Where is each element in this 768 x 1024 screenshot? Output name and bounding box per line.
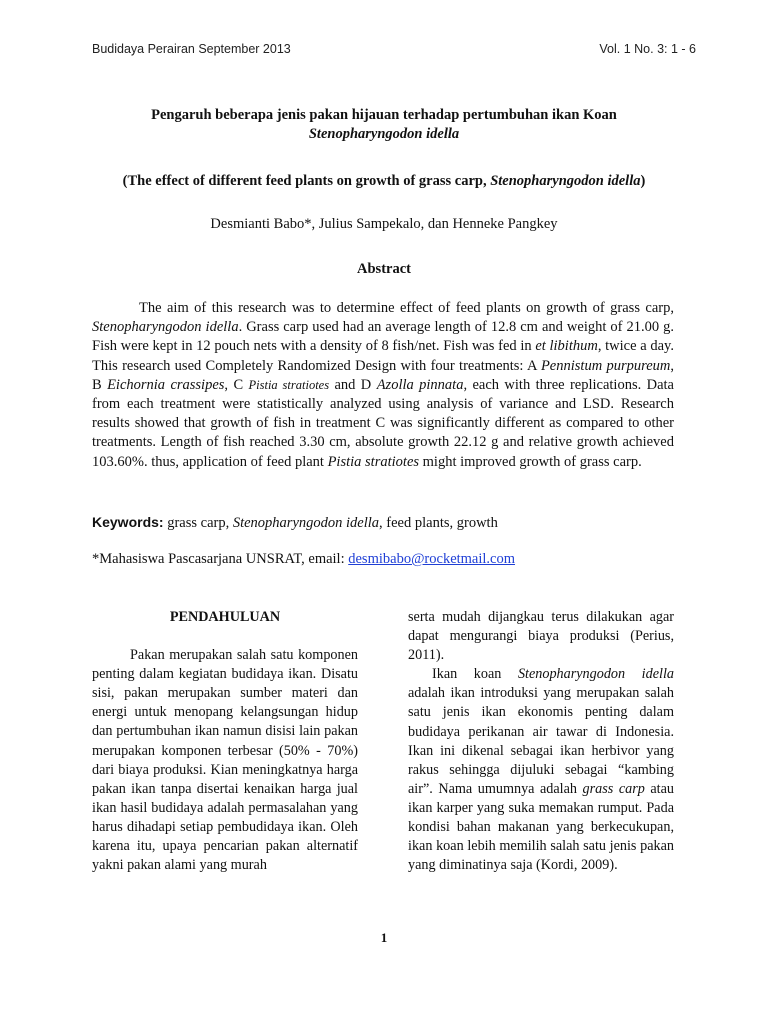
keywords-species: Stenopharyngodon idella <box>232 515 380 531</box>
running-header-journal: Budidaya Perairan September 2013 <box>92 42 291 56</box>
right-column <box>408 608 674 875</box>
abstract-text: , B <box>92 357 675 393</box>
intro-paragraph: Pakan merupakan salah satu komponen penting dalam kegiatan budidaya ikan. Disatu sisi, pakan merupakan sumber materi dan energi untuk menopang kelangsungan hidup dan pertumbuhan ikan namun disisi lain pakan merupakan komponen terbesar (50% - 70%) dari biaya produksi. Kian meningkatnya harga pakan ikan tanpa disertai kenaikan harga jual ikan hasil budidaya adalah permasalahan yang harus dihadapi setiap pembudidaya ikan. Oleh karena itu, upaya pencarian pakan alternatif yakni pakan alami yang murah <box>92 647 358 874</box>
abstract-text: , twice a day. This research used Completely Randomized Design with four treatments: A <box>92 338 674 374</box>
left-column <box>92 608 358 875</box>
abstract-heading: Abstract <box>357 261 411 277</box>
abstract-species: Pistia stratiotes <box>248 377 330 392</box>
abstract-text: . Grass carp used had an average length of 12.8 cm and weight of 21.00 g. Fish were kept in 12 pouch nets with a density of 8 fish/net. Fish was fed in <box>92 319 674 355</box>
affiliation-text: *Mahasiswa Pascasarjana UNSRAT, email: <box>92 551 349 567</box>
title-block <box>92 106 676 234</box>
affiliation <box>92 551 515 568</box>
title-indonesian <box>92 106 676 144</box>
title-en-prefix: (The effect of different feed plants on growth of grass carp, <box>122 173 491 189</box>
abstract-text: , C <box>224 376 249 393</box>
abstract-text: and D <box>329 376 377 393</box>
abstract-species: Pistia stratiotes <box>327 453 420 470</box>
running-header-volume: Vol. 1 No. 3: 1 - 6 <box>599 42 696 56</box>
paragraph-common-name: grass carp <box>582 780 645 797</box>
title-id-line1: Pengaruh beberapa jenis pakan hijauan terhadap pertumbuhan ikan Koan <box>151 107 617 123</box>
abstract-text: The aim of this research was to determine effect of feed plants on growth of grass carp, <box>139 300 674 316</box>
abstract-species: Eichornia crassipes <box>107 376 225 393</box>
page-number: 1 <box>380 930 388 945</box>
abstract-species: Pennistum purpureum <box>540 357 671 374</box>
abstract-species: Azolla pinnata <box>376 376 464 393</box>
abstract-text: , each with three replications. Data from each treatment were statistically analyzed using analysis of variance and LSD. Research results showed that growth of fish in treatment C was significantly different as compared to other treatments. Length of fish reached 3.30 cm, absolute growth 22.12 g and relative growth achieved 103.60%. thus, application of feed plant <box>92 376 674 470</box>
section-heading-pendahuluan: PENDAHULUAN <box>169 609 281 625</box>
title-en-species: Stenopharyngodon idella <box>490 173 641 189</box>
authors: Desmianti Babo*, Julius Sampekalo, dan Henneke Pangkey <box>210 216 558 232</box>
paragraph-text: Ikan koan <box>432 666 518 683</box>
title-english <box>92 172 676 191</box>
abstract-species: et libithum <box>535 338 598 355</box>
email-link[interactable]: desmibabo@rocketmail.com <box>348 551 516 567</box>
intro-paragraph-continued: serta mudah dijangkau terus dilakukan agar dapat mengurangi biaya produksi (Perius, 2011). <box>408 609 674 664</box>
keywords-text: , feed plants, growth <box>379 515 498 531</box>
keywords-text: grass carp, <box>163 515 233 531</box>
paragraph-species: Stenopharyngodon idella <box>517 666 674 683</box>
abstract-body <box>92 299 674 472</box>
abstract-text: might improved growth of grass carp. <box>419 453 642 470</box>
keywords <box>92 514 498 532</box>
keywords-label: Keywords: <box>92 514 164 530</box>
paragraph-text: atau ikan karper yang suka memakan rumput. Pada kondisi bahan makanan yang berkecukupan, ikan koan lebih memilih salah satu jenis pakan yang diminatinya saja (Kordi, 2009). <box>408 780 674 874</box>
abstract-species: Stenopharyngodon idella <box>92 319 239 336</box>
paragraph-text: adalah ikan introduksi yang merupakan salah satu jenis ikan ekonomis penting dalam budidaya perikanan air tawar di Indonesia. Ikan ini dikenal sebagai ikan herbivor yang rakus sehingga dijuluki sebagai “kambing air”. Nama umumnya adalah <box>408 685 674 797</box>
title-en-suffix: ) <box>640 173 646 189</box>
title-id-species: Stenopharyngodon idella <box>308 126 460 142</box>
intro-paragraph-2 <box>408 665 674 875</box>
